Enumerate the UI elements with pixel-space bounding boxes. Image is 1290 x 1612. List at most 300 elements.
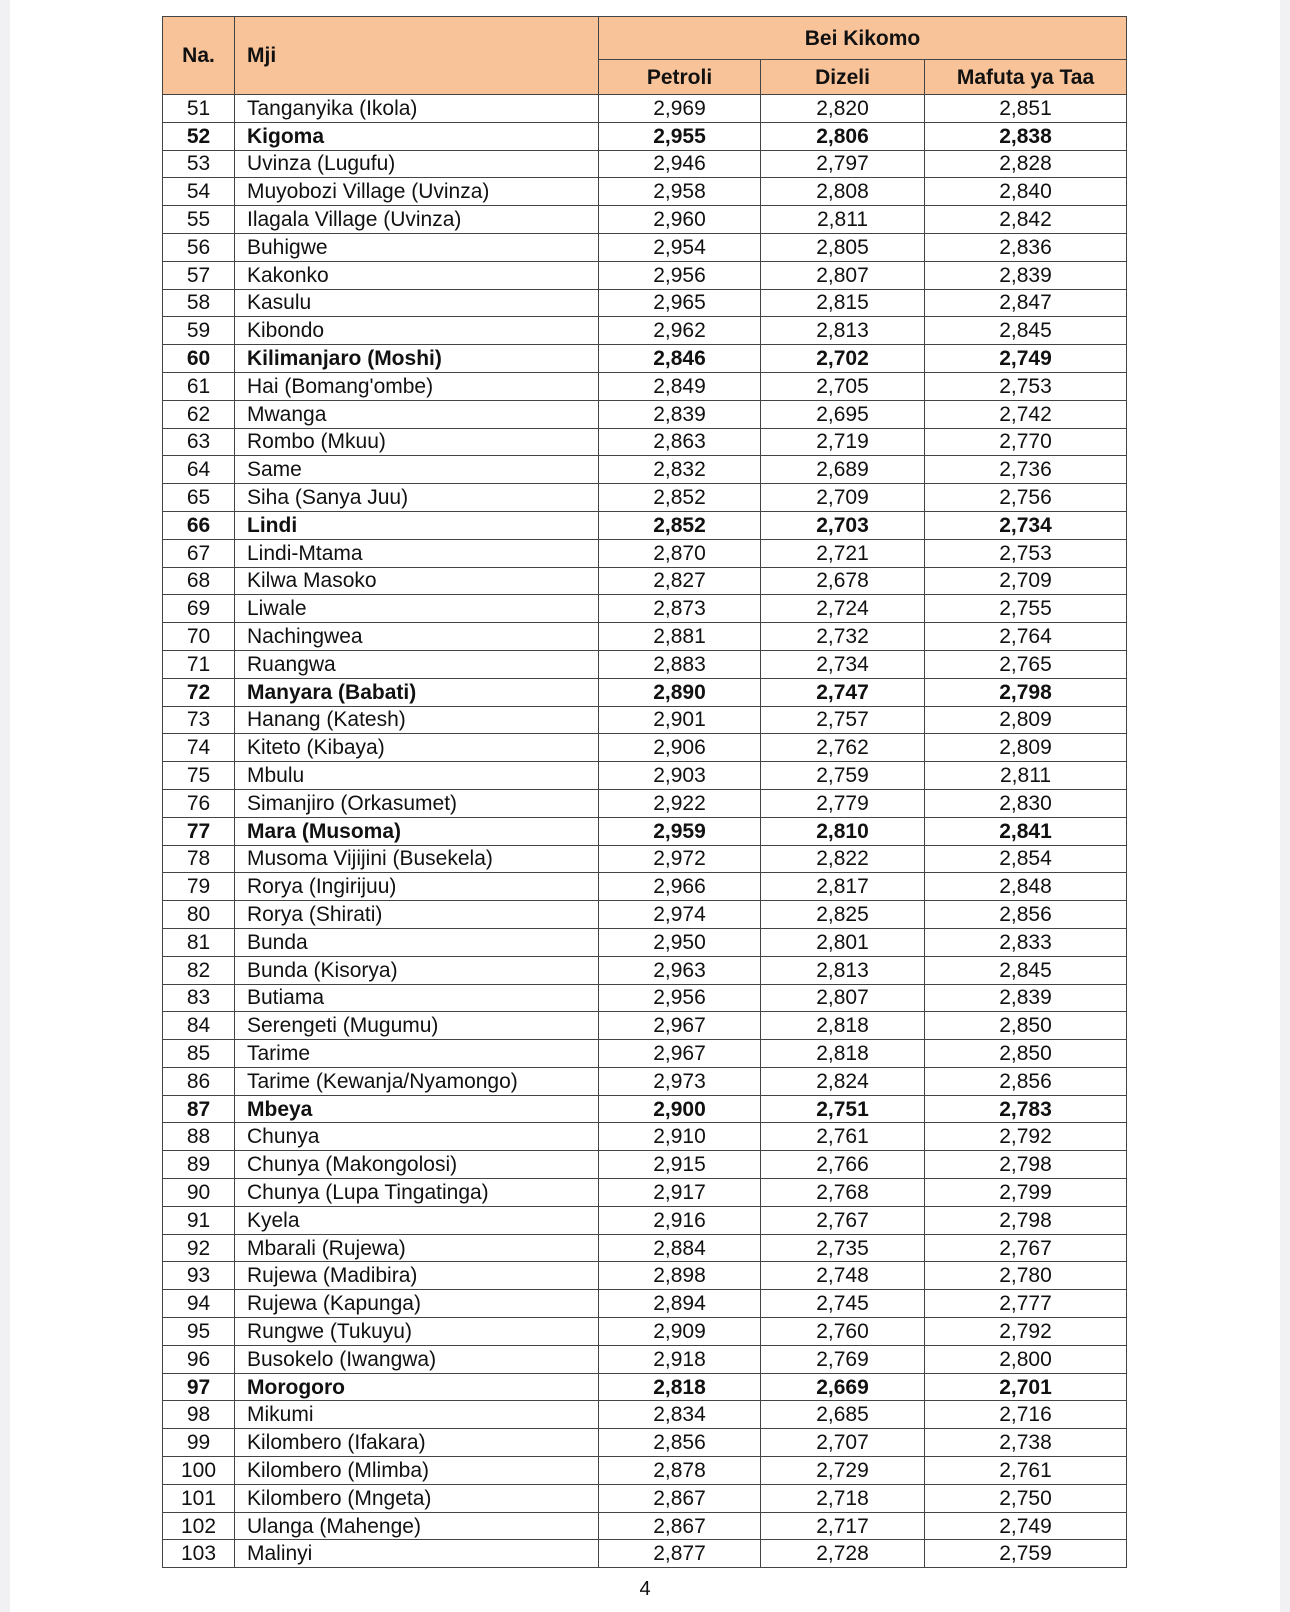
petrol-price-cell: 2,867 [599,1484,761,1512]
kerosene-price-cell: 2,749 [925,345,1127,373]
petrol-price-cell: 2,867 [599,1512,761,1540]
table-row [163,261,1127,289]
row-number-cell: 72 [163,678,235,706]
kerosene-price-cell: 2,799 [925,1179,1127,1207]
kerosene-price-cell: 2,750 [925,1484,1127,1512]
diesel-price-cell: 2,815 [761,289,925,317]
row-number-cell: 81 [163,928,235,956]
row-number-cell: 69 [163,595,235,623]
table-row [163,789,1127,817]
table-row [163,1234,1127,1262]
city-name-cell: Kilombero (Mngeta) [235,1484,599,1512]
city-name-cell: Chunya [235,1123,599,1151]
table-row [163,1401,1127,1429]
row-number-cell: 91 [163,1206,235,1234]
petrol-price-cell: 2,903 [599,762,761,790]
table-row [163,1206,1127,1234]
city-name-cell: Rorya (Shirati) [235,901,599,929]
city-name-cell: Busokelo (Iwangwa) [235,1345,599,1373]
table-row [163,289,1127,317]
row-number-cell: 87 [163,1095,235,1123]
table-row [163,317,1127,345]
row-number-cell: 80 [163,901,235,929]
kerosene-price-cell: 2,840 [925,178,1127,206]
petrol-price-cell: 2,849 [599,372,761,400]
kerosene-price-cell: 2,830 [925,789,1127,817]
city-name-cell: Musoma Vijijini (Busekela) [235,845,599,873]
diesel-price-cell: 2,818 [761,1040,925,1068]
row-number-cell: 57 [163,261,235,289]
table-row [163,873,1127,901]
kerosene-price-cell: 2,811 [925,762,1127,790]
petrol-price-cell: 2,839 [599,400,761,428]
row-number-cell: 54 [163,178,235,206]
kerosene-price-cell: 2,759 [925,1540,1127,1568]
city-name-cell: Mbarali (Rujewa) [235,1234,599,1262]
kerosene-price-cell: 2,736 [925,456,1127,484]
row-number-cell: 89 [163,1151,235,1179]
kerosene-price-cell: 2,756 [925,484,1127,512]
table-row [163,428,1127,456]
kerosene-price-cell: 2,792 [925,1123,1127,1151]
petrol-price-cell: 2,894 [599,1290,761,1318]
city-name-cell: Manyara (Babati) [235,678,599,706]
petrol-price-cell: 2,915 [599,1151,761,1179]
table-row [163,901,1127,929]
diesel-price-cell: 2,735 [761,1234,925,1262]
city-name-cell: Kibondo [235,317,599,345]
kerosene-price-cell: 2,765 [925,650,1127,678]
diesel-price-cell: 2,745 [761,1290,925,1318]
city-name-cell: Serengeti (Mugumu) [235,1012,599,1040]
city-name-cell: Kiteto (Kibaya) [235,734,599,762]
kerosene-price-cell: 2,836 [925,233,1127,261]
column-header-petrol: Petroli [599,60,761,95]
row-number-cell: 74 [163,734,235,762]
diesel-price-cell: 2,801 [761,928,925,956]
table-row [163,1484,1127,1512]
diesel-price-cell: 2,707 [761,1429,925,1457]
city-name-cell: Chunya (Makongolosi) [235,1151,599,1179]
diesel-price-cell: 2,734 [761,650,925,678]
city-name-cell: Ulanga (Mahenge) [235,1512,599,1540]
diesel-price-cell: 2,762 [761,734,925,762]
kerosene-price-cell: 2,839 [925,261,1127,289]
city-name-cell: Mbeya [235,1095,599,1123]
diesel-price-cell: 2,721 [761,539,925,567]
row-number-cell: 90 [163,1179,235,1207]
diesel-price-cell: 2,768 [761,1179,925,1207]
row-number-cell: 88 [163,1123,235,1151]
diesel-price-cell: 2,760 [761,1318,925,1346]
kerosene-price-cell: 2,856 [925,901,1127,929]
city-name-cell: Hanang (Katesh) [235,706,599,734]
petrol-price-cell: 2,877 [599,1540,761,1568]
table-row [163,400,1127,428]
row-number-cell: 65 [163,484,235,512]
kerosene-price-cell: 2,734 [925,511,1127,539]
kerosene-price-cell: 2,838 [925,122,1127,150]
city-name-cell: Malinyi [235,1540,599,1568]
petrol-price-cell: 2,958 [599,178,761,206]
table-row [163,678,1127,706]
city-name-cell: Tarime [235,1040,599,1068]
diesel-price-cell: 2,695 [761,400,925,428]
petrol-price-cell: 2,870 [599,539,761,567]
table-row [163,372,1127,400]
row-number-cell: 92 [163,1234,235,1262]
row-number-cell: 59 [163,317,235,345]
table-row [163,734,1127,762]
kerosene-price-cell: 2,828 [925,150,1127,178]
table-row [163,706,1127,734]
row-number-cell: 67 [163,539,235,567]
kerosene-price-cell: 2,783 [925,1095,1127,1123]
kerosene-price-cell: 2,764 [925,623,1127,651]
diesel-price-cell: 2,808 [761,178,925,206]
kerosene-price-cell: 2,753 [925,539,1127,567]
petrol-price-cell: 2,950 [599,928,761,956]
kerosene-price-cell: 2,798 [925,678,1127,706]
petrol-price-cell: 2,898 [599,1262,761,1290]
kerosene-price-cell: 2,770 [925,428,1127,456]
kerosene-price-cell: 2,851 [925,95,1127,123]
city-name-cell: Siha (Sanya Juu) [235,484,599,512]
kerosene-price-cell: 2,798 [925,1206,1127,1234]
column-header-city: Mji [235,17,599,95]
petrol-price-cell: 2,963 [599,956,761,984]
petrol-price-cell: 2,846 [599,345,761,373]
kerosene-price-cell: 2,767 [925,1234,1127,1262]
row-number-cell: 73 [163,706,235,734]
column-header-number: Na. [163,17,235,95]
table-row [163,511,1127,539]
row-number-cell: 56 [163,233,235,261]
row-number-cell: 52 [163,122,235,150]
diesel-price-cell: 2,751 [761,1095,925,1123]
kerosene-price-cell: 2,809 [925,706,1127,734]
diesel-price-cell: 2,824 [761,1067,925,1095]
petrol-price-cell: 2,863 [599,428,761,456]
row-number-cell: 98 [163,1401,235,1429]
city-name-cell: Lindi [235,511,599,539]
table-body [163,95,1127,1568]
diesel-price-cell: 2,747 [761,678,925,706]
petrol-price-cell: 2,900 [599,1095,761,1123]
petrol-price-cell: 2,967 [599,1012,761,1040]
row-number-cell: 60 [163,345,235,373]
column-header-diesel: Dizeli [761,60,925,95]
kerosene-price-cell: 2,856 [925,1067,1127,1095]
petrol-price-cell: 2,954 [599,233,761,261]
row-number-cell: 102 [163,1512,235,1540]
table-row [163,1457,1127,1485]
kerosene-price-cell: 2,777 [925,1290,1127,1318]
row-number-cell: 79 [163,873,235,901]
petrol-price-cell: 2,922 [599,789,761,817]
kerosene-price-cell: 2,854 [925,845,1127,873]
diesel-price-cell: 2,769 [761,1345,925,1373]
petrol-price-cell: 2,856 [599,1429,761,1457]
row-number-cell: 55 [163,206,235,234]
city-name-cell: Simanjiro (Orkasumet) [235,789,599,817]
kerosene-price-cell: 2,845 [925,956,1127,984]
row-number-cell: 75 [163,762,235,790]
petrol-price-cell: 2,873 [599,595,761,623]
row-number-cell: 94 [163,1290,235,1318]
city-name-cell: Kigoma [235,122,599,150]
city-name-cell: Rujewa (Kapunga) [235,1290,599,1318]
city-name-cell: Nachingwea [235,623,599,651]
diesel-price-cell: 2,703 [761,511,925,539]
diesel-price-cell: 2,820 [761,95,925,123]
table-row [163,1040,1127,1068]
row-number-cell: 64 [163,456,235,484]
kerosene-price-cell: 2,800 [925,1345,1127,1373]
diesel-price-cell: 2,797 [761,150,925,178]
table-row [163,178,1127,206]
petrol-price-cell: 2,973 [599,1067,761,1095]
table-row [163,233,1127,261]
city-name-cell: Bunda (Kisorya) [235,956,599,984]
diesel-price-cell: 2,689 [761,456,925,484]
table-row [163,928,1127,956]
diesel-price-cell: 2,813 [761,317,925,345]
row-number-cell: 84 [163,1012,235,1040]
diesel-price-cell: 2,817 [761,873,925,901]
table-row [163,1345,1127,1373]
kerosene-price-cell: 2,839 [925,984,1127,1012]
petrol-price-cell: 2,909 [599,1318,761,1346]
petrol-price-cell: 2,827 [599,567,761,595]
table-row [163,345,1127,373]
table-row [163,1067,1127,1095]
petrol-price-cell: 2,956 [599,984,761,1012]
table-row [163,1512,1127,1540]
diesel-price-cell: 2,806 [761,122,925,150]
fuel-price-table [162,16,1127,1568]
diesel-price-cell: 2,825 [761,901,925,929]
table-row [163,1318,1127,1346]
kerosene-price-cell: 2,847 [925,289,1127,317]
diesel-price-cell: 2,717 [761,1512,925,1540]
row-number-cell: 85 [163,1040,235,1068]
table-row [163,1373,1127,1401]
diesel-price-cell: 2,759 [761,762,925,790]
table-row [163,1179,1127,1207]
petrol-price-cell: 2,818 [599,1373,761,1401]
table-row [163,1290,1127,1318]
row-number-cell: 99 [163,1429,235,1457]
diesel-price-cell: 2,669 [761,1373,925,1401]
city-name-cell: Mbulu [235,762,599,790]
petrol-price-cell: 2,967 [599,1040,761,1068]
kerosene-price-cell: 2,848 [925,873,1127,901]
kerosene-price-cell: 2,738 [925,1429,1127,1457]
row-number-cell: 77 [163,817,235,845]
diesel-price-cell: 2,807 [761,984,925,1012]
row-number-cell: 61 [163,372,235,400]
column-header-kerosene: Mafuta ya Taa [925,60,1127,95]
table-row [163,1151,1127,1179]
city-name-cell: Bunda [235,928,599,956]
petrol-price-cell: 2,960 [599,206,761,234]
city-name-cell: Mwanga [235,400,599,428]
city-name-cell: Butiama [235,984,599,1012]
row-number-cell: 101 [163,1484,235,1512]
table-row [163,956,1127,984]
city-name-cell: Kyela [235,1206,599,1234]
petrol-price-cell: 2,946 [599,150,761,178]
kerosene-price-cell: 2,845 [925,317,1127,345]
row-number-cell: 58 [163,289,235,317]
diesel-price-cell: 2,748 [761,1262,925,1290]
kerosene-price-cell: 2,780 [925,1262,1127,1290]
city-name-cell: Ilagala Village (Uvinza) [235,206,599,234]
row-number-cell: 76 [163,789,235,817]
city-name-cell: Rorya (Ingirijuu) [235,873,599,901]
diesel-price-cell: 2,718 [761,1484,925,1512]
petrol-price-cell: 2,959 [599,817,761,845]
petrol-price-cell: 2,918 [599,1345,761,1373]
table-header [163,17,1127,95]
kerosene-price-cell: 2,798 [925,1151,1127,1179]
city-name-cell: Buhigwe [235,233,599,261]
table-row [163,1012,1127,1040]
diesel-price-cell: 2,761 [761,1123,925,1151]
diesel-price-cell: 2,766 [761,1151,925,1179]
diesel-price-cell: 2,705 [761,372,925,400]
table-row [163,984,1127,1012]
diesel-price-cell: 2,818 [761,1012,925,1040]
petrol-price-cell: 2,917 [599,1179,761,1207]
city-name-cell: Muyobozi Village (Uvinza) [235,178,599,206]
petrol-price-cell: 2,965 [599,289,761,317]
city-name-cell: Uvinza (Lugufu) [235,150,599,178]
table-row [163,1262,1127,1290]
city-name-cell: Morogoro [235,1373,599,1401]
table-row [163,456,1127,484]
diesel-price-cell: 2,729 [761,1457,925,1485]
city-name-cell: Kilombero (Mlimba) [235,1457,599,1485]
city-name-cell: Tarime (Kewanja/Nyamongo) [235,1067,599,1095]
diesel-price-cell: 2,709 [761,484,925,512]
diesel-price-cell: 2,685 [761,1401,925,1429]
kerosene-price-cell: 2,792 [925,1318,1127,1346]
kerosene-price-cell: 2,841 [925,817,1127,845]
petrol-price-cell: 2,901 [599,706,761,734]
table-row [163,122,1127,150]
table-row [163,539,1127,567]
page-number: 4 [639,1578,651,1600]
city-name-cell: Kilimanjaro (Moshi) [235,345,599,373]
kerosene-price-cell: 2,701 [925,1373,1127,1401]
diesel-price-cell: 2,813 [761,956,925,984]
city-name-cell: Tanganyika (Ikola) [235,95,599,123]
table-row [163,1095,1127,1123]
table-row [163,762,1127,790]
petrol-price-cell: 2,884 [599,1234,761,1262]
city-name-cell: Kilombero (Ifakara) [235,1429,599,1457]
diesel-price-cell: 2,728 [761,1540,925,1568]
diesel-price-cell: 2,811 [761,206,925,234]
city-name-cell: Same [235,456,599,484]
diesel-price-cell: 2,779 [761,789,925,817]
city-name-cell: Liwale [235,595,599,623]
petrol-price-cell: 2,956 [599,261,761,289]
petrol-price-cell: 2,966 [599,873,761,901]
table-row [163,845,1127,873]
petrol-price-cell: 2,852 [599,484,761,512]
table-row [163,567,1127,595]
city-name-cell: Ruangwa [235,650,599,678]
row-number-cell: 82 [163,956,235,984]
diesel-price-cell: 2,719 [761,428,925,456]
petrol-price-cell: 2,832 [599,456,761,484]
city-name-cell: Rombo (Mkuu) [235,428,599,456]
row-number-cell: 100 [163,1457,235,1485]
city-name-cell: Rujewa (Madibira) [235,1262,599,1290]
diesel-price-cell: 2,810 [761,817,925,845]
petrol-price-cell: 2,834 [599,1401,761,1429]
row-number-cell: 97 [163,1373,235,1401]
row-number-cell: 51 [163,95,235,123]
table-row [163,817,1127,845]
kerosene-price-cell: 2,850 [925,1040,1127,1068]
city-name-cell: Hai (Bomang'ombe) [235,372,599,400]
petrol-price-cell: 2,955 [599,122,761,150]
petrol-price-cell: 2,910 [599,1123,761,1151]
petrol-price-cell: 2,972 [599,845,761,873]
kerosene-price-cell: 2,850 [925,1012,1127,1040]
kerosene-price-cell: 2,749 [925,1512,1127,1540]
city-name-cell: Chunya (Lupa Tingatinga) [235,1179,599,1207]
kerosene-price-cell: 2,842 [925,206,1127,234]
table-row [163,206,1127,234]
kerosene-price-cell: 2,716 [925,1401,1127,1429]
column-group-max-price: Bei Kikomo [599,17,1127,60]
row-number-cell: 68 [163,567,235,595]
table-row [163,95,1127,123]
diesel-price-cell: 2,767 [761,1206,925,1234]
row-number-cell: 71 [163,650,235,678]
kerosene-price-cell: 2,761 [925,1457,1127,1485]
city-name-cell: Kasulu [235,289,599,317]
row-number-cell: 62 [163,400,235,428]
diesel-price-cell: 2,822 [761,845,925,873]
diesel-price-cell: 2,757 [761,706,925,734]
row-number-cell: 83 [163,984,235,1012]
row-number-cell: 78 [163,845,235,873]
petrol-price-cell: 2,852 [599,511,761,539]
diesel-price-cell: 2,807 [761,261,925,289]
diesel-price-cell: 2,724 [761,595,925,623]
kerosene-price-cell: 2,753 [925,372,1127,400]
city-name-cell: Kakonko [235,261,599,289]
table-row [163,595,1127,623]
kerosene-price-cell: 2,833 [925,928,1127,956]
kerosene-price-cell: 2,709 [925,567,1127,595]
diesel-price-cell: 2,702 [761,345,925,373]
table-row [163,484,1127,512]
petrol-price-cell: 2,974 [599,901,761,929]
diesel-price-cell: 2,732 [761,623,925,651]
header-row-top [163,17,1127,60]
petrol-price-cell: 2,881 [599,623,761,651]
kerosene-price-cell: 2,809 [925,734,1127,762]
table-row [163,150,1127,178]
city-name-cell: Mikumi [235,1401,599,1429]
